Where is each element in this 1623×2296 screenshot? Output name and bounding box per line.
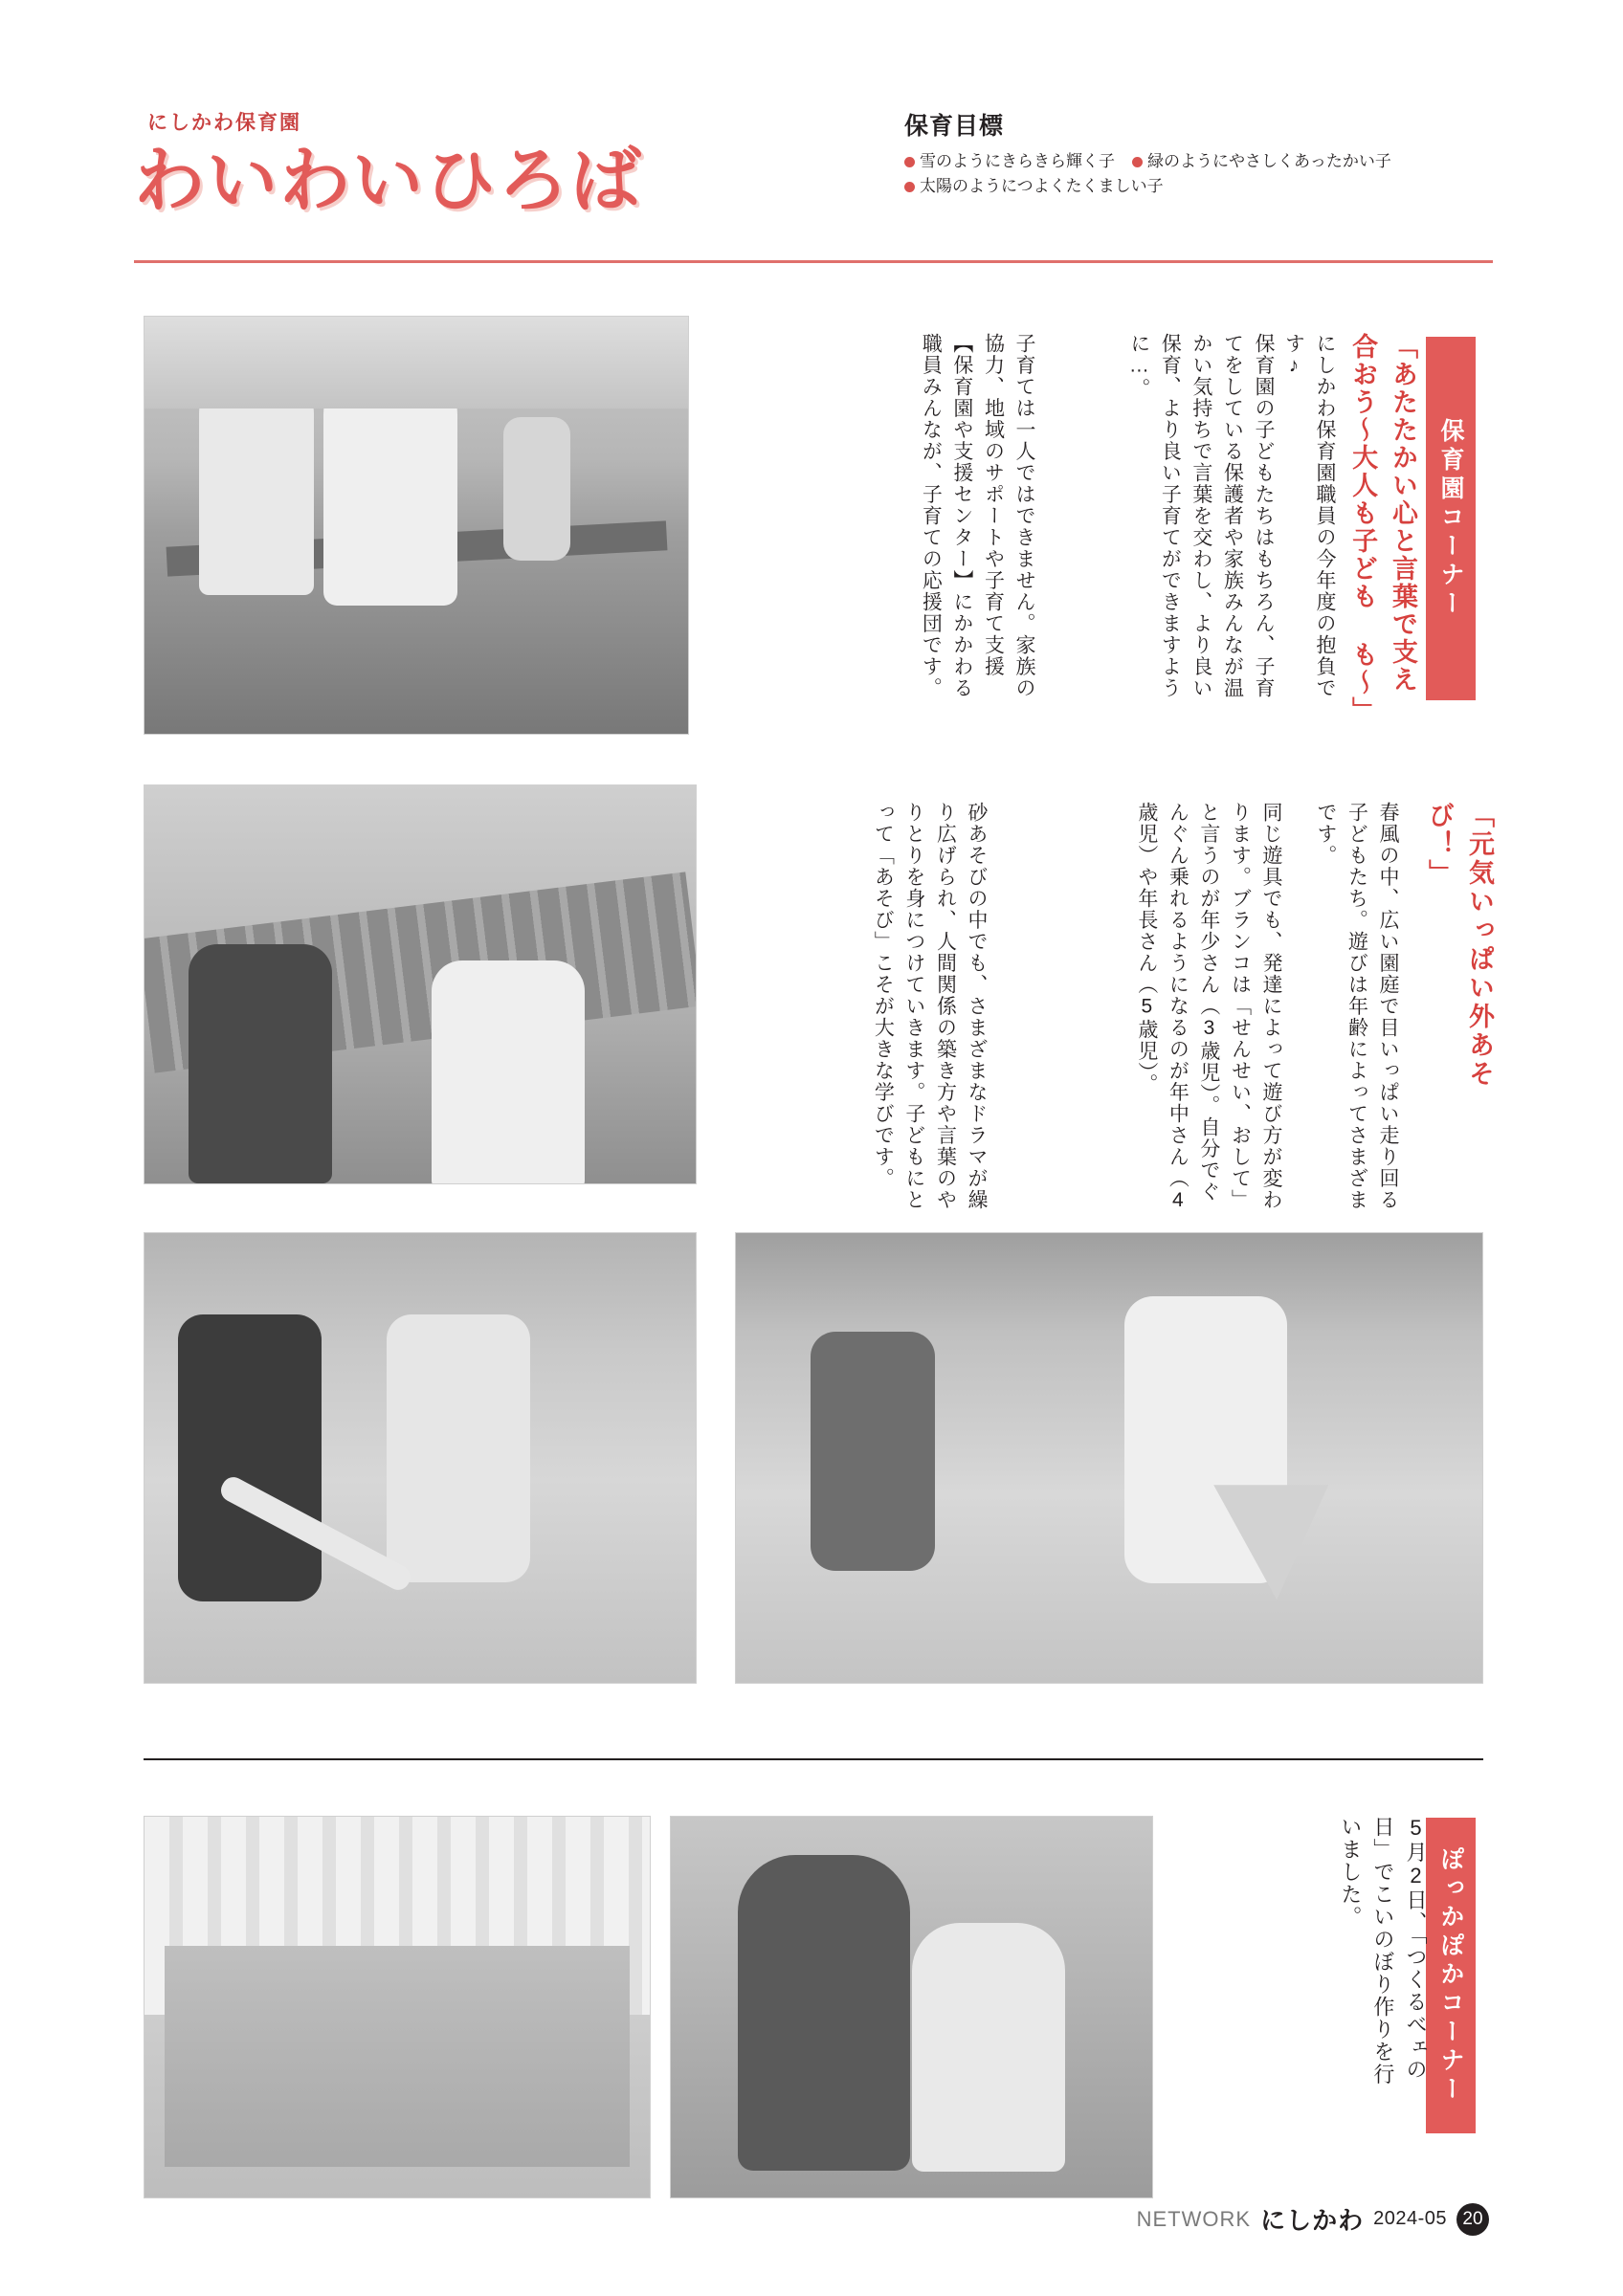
logo-title: わいわいひろば <box>134 141 643 220</box>
footer-page-number: 20 <box>1456 2203 1489 2236</box>
care-goal-text: 太陽のようにつよくたくましい子 <box>920 177 1164 196</box>
photo-two-children-digging-sand <box>144 1232 697 1684</box>
photo-children-pouring-sand-funnel <box>735 1232 1483 1684</box>
footer-publication-name: にしかわ <box>1260 2206 1365 2235</box>
section-tab-hoikuen: 保育園コーナー <box>1426 337 1476 700</box>
section-body-hoikuen-p2: 保育園の子どもたちはもちろん、子育てをしている保護者や家族みんなが温かい気持ちで言葉を交わし、より良い保育、より良い子育てができますように…。 <box>1127 333 1275 699</box>
section-body-hoikuen-p3: 子育ては一人ではできません。家族の協力、地域のサポートや子育て支援【保育園や支援センター】にかかわる職員みんなが、子育ての応援団です。 <box>920 333 1035 699</box>
masthead-divider <box>134 260 1493 263</box>
section-divider <box>144 1758 1483 1760</box>
footer-network-label: NETWORK <box>1136 2206 1252 2231</box>
photo-group-photo-parents-children-stage <box>144 1816 651 2198</box>
care-goals-list <box>904 149 1493 200</box>
footer-issue-date: 2024-05 <box>1373 2208 1447 2229</box>
section-headline-outdoor: 「元気いっぱい外あそび！」 <box>1425 802 1494 1089</box>
bullet-dot-icon <box>904 182 915 192</box>
care-goal-item <box>1132 149 1391 174</box>
section-body-outdoor-p2: 同じ遊具でも、発達によって遊び方が変わります。ブランコは「せんせい、おして」と言うのが年少さん（3歳児）。自分でぐんぐん乗れるようになるのが年中さん（4歳児）や年長さん（5歳児）。 <box>1135 802 1282 1213</box>
bullet-dot-icon <box>904 157 915 167</box>
care-goal-text: 緑のようにやさしくあったかい子 <box>1147 152 1391 170</box>
bullet-dot-icon <box>1132 157 1143 167</box>
photo-children-running-playground <box>144 316 689 735</box>
care-goals-block <box>904 107 1493 200</box>
photo-mother-and-toddler-crafting <box>670 1816 1153 2198</box>
page-footer <box>1137 2201 1489 2237</box>
section-body-outdoor-p1: 春風の中、広い園庭で目いっぱい走り回る子どもたち。遊びは年齢によってさまざまです。 <box>1314 802 1399 1211</box>
care-goal-item <box>904 149 1115 174</box>
section-tab-pokkapoka: ぽっかぽかコーナー <box>1426 1818 1476 2133</box>
section-body-outdoor-p3: 砂あそびの中でも、さまざまなドラマが繰り広げられ、人間関係の築き方や言葉のやりとりを身につけていきます。子どもにとって「あそび」こそが大きな学びです。 <box>872 802 988 1211</box>
section-body-hoikuen-p1: にしかわ保育園職員の今年度の抱負です♪ <box>1282 333 1336 699</box>
care-goals-title: 保育目標 <box>904 113 1005 140</box>
masthead <box>134 103 1493 266</box>
section-headline-hoikuen: 「あたたかい心と言葉で支え合おう～大人も子ども も～」 <box>1348 333 1417 724</box>
care-goal-text: 雪のようにきらきら輝く子 <box>920 152 1115 170</box>
care-goal-item <box>904 174 1164 199</box>
photo-children-with-bubbles-log-fence <box>144 784 697 1184</box>
section-body-pokkapoka-p1: 5月2日、「つくるべェの日」でこいのぼり作りを行いました。 <box>1338 1816 1428 2086</box>
logo-subtitle: にしかわ保育園 <box>147 112 301 134</box>
